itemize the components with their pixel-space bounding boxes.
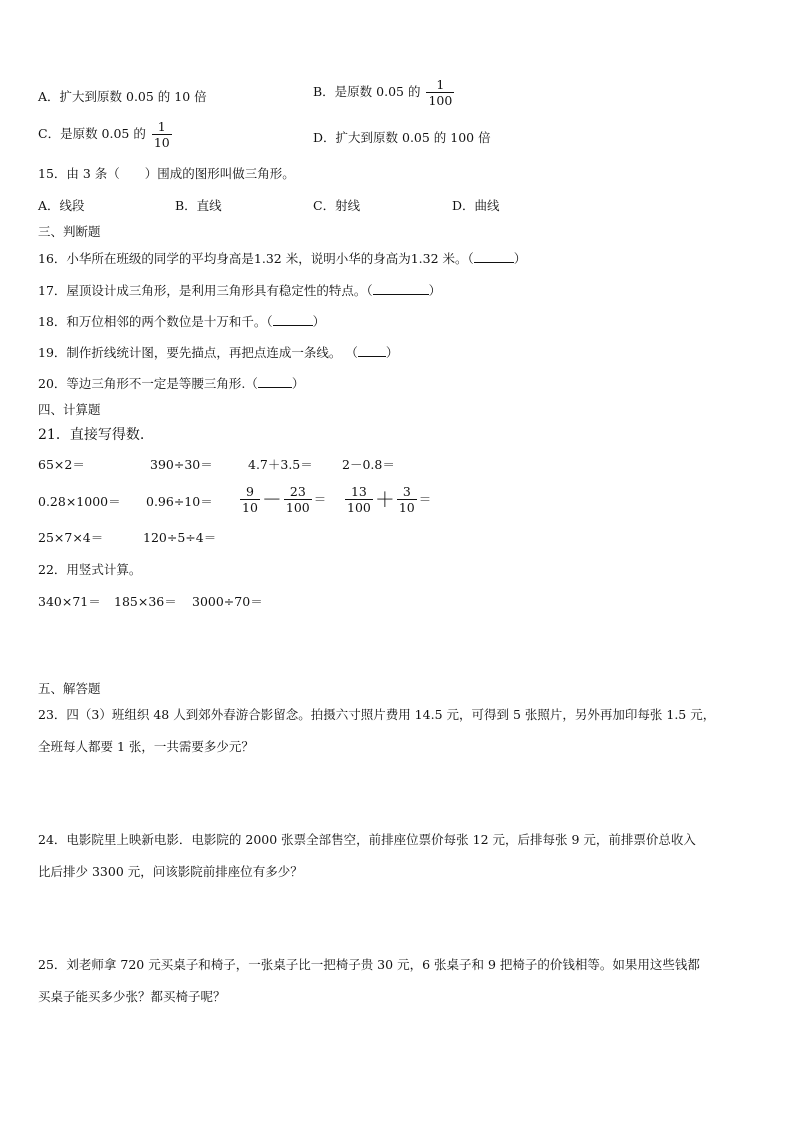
q21-stem: 21．直接写得数. (38, 427, 145, 443)
q22-item: 3000÷70＝ (192, 594, 263, 609)
q23-line-2: 全班每人都要 1 张，一共需要多少元？ (38, 739, 254, 754)
q22-item: 340×71＝ (38, 594, 101, 609)
fraction-numerator: 1 (157, 119, 166, 134)
q21-fraction-expression-2 (343, 485, 431, 514)
q14-option-a: A．扩大到原数 0.05 的 10 倍 (38, 89, 207, 104)
equals-sign: ＝ (313, 491, 327, 507)
q15-stem: 15．由 3 条（ ）围成的图形叫做三角形。 (38, 166, 295, 181)
fraction-denominator: 100 (285, 500, 310, 516)
answer-blank (258, 376, 292, 388)
q22-stem: 22．用竖式计算。 (38, 562, 142, 577)
answer-blank (474, 251, 514, 263)
q14-option-c-text: C．是原数 0.05 的 (38, 126, 146, 142)
q14-option-b-fraction (426, 78, 454, 107)
q21-item: 120÷5÷4＝ (143, 530, 217, 545)
section-3-title: 三、判断题 (38, 224, 101, 239)
equals-sign: ＝ (418, 491, 432, 507)
q16-close: ） (513, 251, 527, 266)
plus-sign: ＋ (374, 487, 395, 512)
fraction-9-10 (240, 485, 260, 514)
q19 (38, 345, 398, 360)
q17-text: 17．屋顶设计成三角形，是利用三角形具有稳定性的特点。（ (38, 283, 373, 298)
q23-line-1: 23．四（3）班组织 48 人到郊外春游合影留念。拍摄六寸照片费用 14.5 元，可得到 5 张照片，另外再加印每张 1.5 元， (38, 707, 716, 722)
q15-option-c: C．射线 (313, 198, 361, 213)
q14-option-c-fraction (152, 120, 172, 149)
q19-text: 19．制作折线统计图，要先描点，再把点连成一条线。 （ (38, 345, 358, 360)
section-4-title: 四、计算题 (38, 402, 101, 417)
answer-blank (373, 283, 429, 295)
q21-fraction-expression-1 (238, 485, 326, 514)
answer-blank (273, 314, 313, 326)
q20-close: ） (291, 376, 305, 391)
q14-option-b (313, 78, 456, 107)
fraction-denominator: 100 (347, 500, 371, 516)
q21-item: 390÷30＝ (150, 457, 213, 472)
q21-item: 4.7＋3.5＝ (248, 457, 313, 472)
section-5-title: 五、解答题 (38, 681, 101, 696)
q14-option-b-text: B．是原数 0.05 的 (313, 84, 421, 100)
fraction-numerator: 23 (289, 484, 306, 499)
q21-item: 0.96÷10＝ (146, 494, 213, 509)
fraction-numerator: 1 (436, 77, 445, 92)
q14-option-c (38, 120, 174, 149)
q16-text: 16．小华所在班级的同学的平均身高是1.32 米，说明小华的身高为1.32 米。（ (38, 251, 474, 266)
q25-line-1: 25．刘老师拿 720 元买桌子和椅子，一张桌子比一把椅子贵 30 元，6 张桌子和 9 把椅子的价钱相等。如果用这些钱都 (38, 957, 700, 972)
fraction-denominator: 100 (428, 93, 453, 109)
q15-option-a: A．线段 (38, 198, 85, 213)
q15-option-d: D．曲线 (452, 198, 500, 213)
q21-item: 25×7×4＝ (38, 530, 104, 545)
q21-item: 2－0.8＝ (342, 457, 395, 472)
q25-line-2: 买桌子能买多少张？都买椅子呢？ (38, 989, 226, 1004)
q17-close: ） (428, 283, 442, 298)
fraction-numerator: 3 (402, 484, 411, 499)
fraction-13-100 (345, 485, 373, 514)
fraction-denominator: 10 (153, 135, 170, 151)
answer-blank (358, 345, 386, 357)
fraction-denominator: 10 (242, 500, 258, 516)
q20-text: 20．等边三角形不一定是等腰三角形.（ (38, 376, 258, 391)
q18-text: 18．和万位相邻的两个数位是十万和千。（ (38, 314, 273, 329)
q24-line-1: 24．电影院里上映新电影．电影院的 2000 张票全部售空，前排座位票价每张 12 元，后排每张 9 元，前排票价总收入 (38, 832, 696, 847)
q24-line-2: 比后排少 3300 元，问该影院前排座位有多少？ (38, 864, 303, 879)
q20 (38, 376, 304, 391)
minus-sign: － (261, 487, 282, 512)
fraction-3-10 (397, 485, 417, 514)
fraction-numerator: 9 (245, 484, 254, 499)
q17 (38, 283, 441, 298)
fraction-denominator: 10 (398, 500, 415, 516)
q19-close: ） (385, 345, 399, 360)
q15-option-b: B．直线 (175, 198, 222, 213)
q21-item: 0.28×1000＝ (38, 494, 121, 509)
q16 (38, 251, 526, 266)
q18-close: ） (312, 314, 326, 329)
fraction-23-100 (284, 485, 312, 514)
q14-option-d: D．扩大到原数 0.05 的 100 倍 (313, 130, 491, 145)
q21-item: 65×2＝ (38, 457, 85, 472)
fraction-numerator: 13 (350, 484, 367, 499)
q22-item: 185×36＝ (114, 594, 177, 609)
q18 (38, 314, 325, 329)
